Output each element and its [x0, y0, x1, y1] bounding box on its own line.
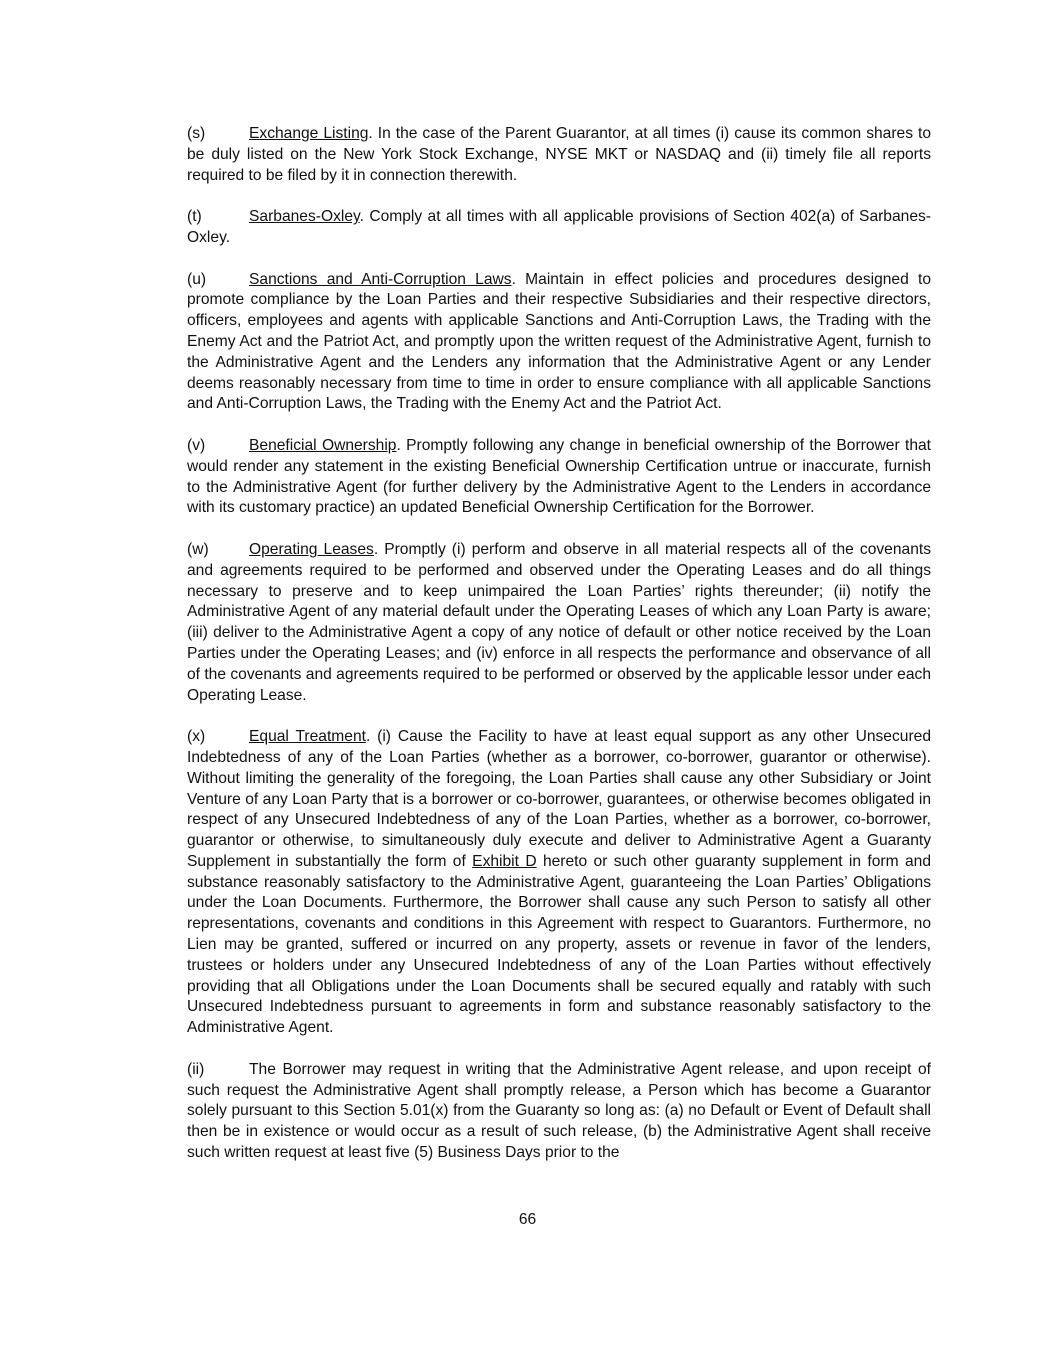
section-marker: (x) — [187, 728, 206, 746]
section-body: . Maintain in effect policies and procedures designed to promote compliance by the Loan Parties and their respective Subsidiaries and their respective directors, officers, employees and agents with applicable Sanctions and Anti-Corruption Laws, the Trading with the Enemy Act and the Patriot Act, and promptly upon the written request of the Administrative Agent, furnish to the Administrative Agent and the Lenders any information that the Administrative Agent or any Lender deems reasonably necessary from time to time in order to ensure compliance with all applicable Sanctions and Anti-Corruption Laws, the Trading with the Enemy Act and the Patriot Act. — [187, 270, 931, 413]
document-page — [187, 124, 931, 1185]
section-heading: Beneficial Ownership — [249, 436, 397, 454]
section-marker: (t) — [187, 208, 202, 226]
section-marker: (w) — [187, 540, 209, 558]
section-body: . In the case of the Parent Guarantor, at all times (i) cause its common shares to be duly listed on the New York Stock Exchange, NYSE MKT or NASDAQ and (ii) timely file all reports required to be filed by it in connection therewith. — [187, 125, 931, 184]
section-heading: Operating Leases — [249, 540, 374, 558]
section-marker: (u) — [187, 270, 207, 288]
section-body: . Promptly (i) perform and observe in all material respects all of the covenants and agreements required to be performed and observed under the Operating Leases and do all things necessary to preserve and to keep unimpaired the Loan Parties’ rights thereunder; (ii) notify the Administrative Agent of any material default under the Operating Leases of which any Loan Party is aware; (iii) deliver to the Administrative Agent a copy of any notice of default or other notice received by the Loan Parties under the Operating Leases; and (iv) enforce in all respects the performance and observance of all of the covenants and agreements required to be performed or observed by the applicable lessor under each Operating Lease. — [187, 540, 931, 704]
section-x — [187, 727, 931, 1039]
section-body: . Promptly following any change in beneficial ownership of the Borrower that would render any statement in the existing Beneficial Ownership Certification untrue or inaccurate, furnish to the Administrative Agent (for further delivery by the Administrative Agent to the Lenders in accordance with its customary practice) an updated Beneficial Ownership Certification for the Borrower. — [187, 436, 931, 517]
section-heading: Equal Treatment — [249, 728, 366, 746]
section-s — [187, 124, 931, 186]
section-x-ii — [187, 1060, 931, 1164]
section-u — [187, 270, 931, 416]
section-marker: (v) — [187, 436, 206, 454]
section-w — [187, 540, 931, 706]
subsection-body: The Borrower may request in writing that the Administrative Agent release, and upon receipt of such request the Administrative Agent shall promptly release, a Person which has become a Guarantor solely pursuant to this Section 5.01(x) from the Guaranty so long as: (a) no Default or Event of Default shall then be in existence or would occur as a result of such release, (b) the Administrative Agent shall receive such written request at least five (5) Business Days prior to the — [187, 1060, 931, 1162]
section-body: . (i) Cause the Facility to have at least equal support as any other Unsecured Indebtedness of any of the Loan Parties (whether as a borrower, co-borrower, guarantor or otherwise). Without limiting the generality of the foregoing, the Loan Parties shall cause any other Subsidiary or Joint Venture of any Loan Party that is a borrower or co-borrower, guarantees, or otherwise becomes obligated in respect of any Unsecured Indebtedness of any of the Loan Parties, whether as a borrower, co-borrower, guarantor or otherwise, to simultaneously duly execute and deliver to Administrative Agent a Guaranty Supplement in substantially the form of — [187, 728, 931, 870]
section-body: . Comply at all times with all applicable provisions of Section 402(a) of Sarbanes-Oxley. — [187, 208, 931, 246]
section-heading: Sarbanes-Oxley — [249, 208, 360, 226]
section-heading: Exchange Listing — [249, 125, 369, 142]
section-marker: (s) — [187, 125, 206, 142]
exhibit-reference: Exhibit D — [472, 852, 537, 870]
page-number: 66 — [518, 1211, 537, 1228]
subsection-marker: (ii) — [187, 1060, 205, 1078]
section-t — [187, 207, 931, 249]
section-v — [187, 436, 931, 519]
section-body-continued: hereto or such other guaranty supplement in form and substance reasonably satisfactory to the Administrative Agent, guaranteeing the Loan Parties’ Obligations under the Loan Documents. Furthermore, the Borrower shall cause any such Person to satisfy all other representations, covenants and conditions in this Agreement with respect to Guarantors. Furthermore, no Lien may be granted, suffered or incurred on any property, assets or revenue in favor of the lenders, trustees or holders under any Unsecured Indebtedness of any of the Loan Parties without effectively providing that all Obligations under the Loan Documents shall be secured equally and ratably with such Unsecured Indebtedness pursuant to agreements in form and substance reasonably satisfactory to the Administrative Agent. — [187, 852, 931, 1037]
section-heading: Sanctions and Anti-Corruption Laws — [249, 270, 512, 288]
